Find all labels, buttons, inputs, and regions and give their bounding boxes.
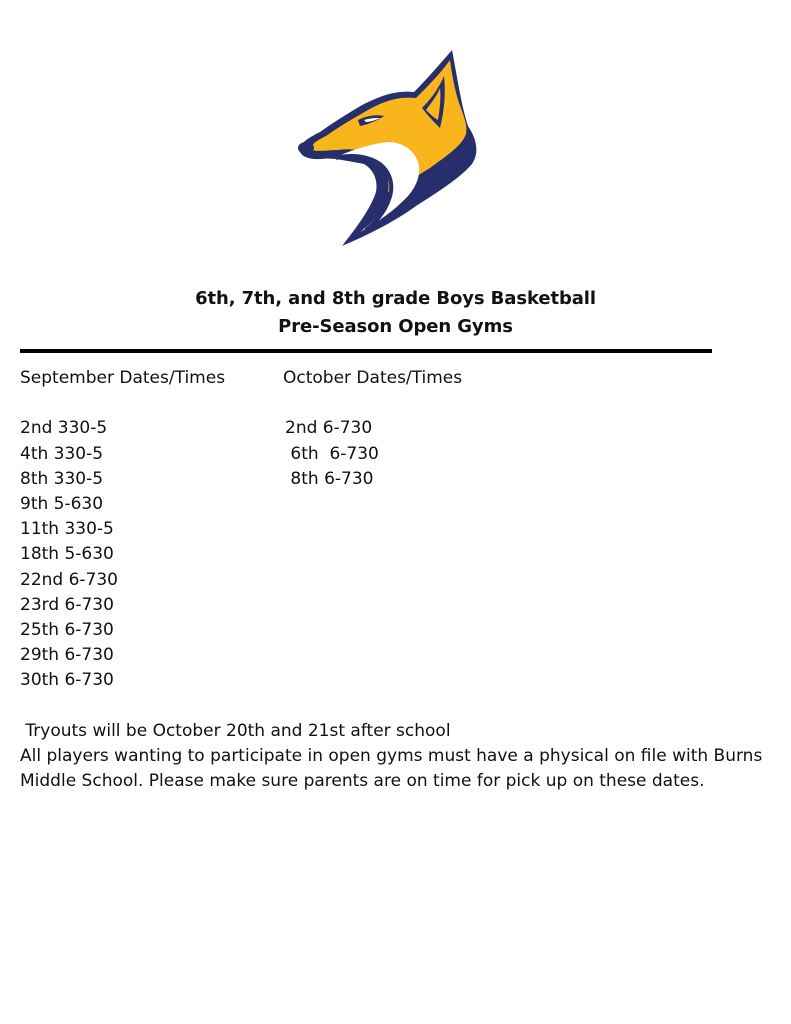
page-subtitle: Pre-Season Open Gyms [278, 316, 513, 337]
physical-note: All players wanting to participate in open gyms must have a physical on file with Burns Middle School. Please make sure parents are on time for pick up on these dates. [20, 746, 763, 792]
divider [20, 349, 712, 353]
september-date: 8th 330-5 [20, 468, 104, 489]
september-heading: September Dates/Times [20, 368, 226, 388]
fox-mascot-icon [290, 46, 486, 248]
september-column [20, 366, 225, 694]
september-date: 23rd 6-730 [20, 594, 114, 615]
september-date: 4th 330-5 [20, 443, 104, 464]
september-date: 11th 330-5 [20, 519, 114, 540]
september-date: 29th 6-730 [20, 645, 114, 666]
tryouts-note: Tryouts will be October 20th and 21st after school [20, 721, 451, 741]
october-date: 2nd 6-730 [285, 418, 373, 439]
september-date: 25th 6-730 [20, 620, 114, 641]
september-date: 2nd 330-5 [20, 418, 108, 439]
october-column [283, 366, 462, 492]
october-heading: October Dates/Times [283, 368, 463, 388]
page-title: 6th, 7th, and 8th grade Boys Basketball [195, 288, 596, 309]
october-date: 8th 6-730 [285, 468, 374, 489]
september-date: 30th 6-730 [20, 670, 114, 691]
september-date: 22nd 6-730 [20, 569, 118, 590]
september-date: 18th 5-630 [20, 544, 114, 565]
october-date: 6th 6-730 [285, 443, 379, 464]
september-date: 9th 5-630 [20, 494, 104, 514]
